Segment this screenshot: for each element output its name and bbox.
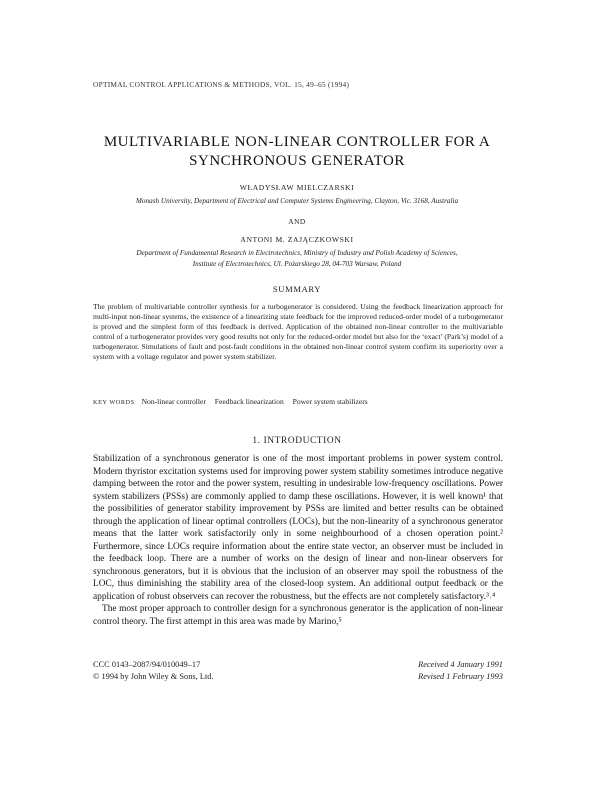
author-2-affiliation [0, 248, 594, 269]
keywords-line [93, 397, 503, 406]
abstract-text: The problem of multivariable controller synthesis for a turbogenerator is considered. Using the feedback linearization approach for multi-input non-linear systems, the existence of a linearizing state feedback for the improved reduced-order model of a turbogenerator is proved and the simplest form of this feedback is derived. Application of the obtained non-linear controller to the multivariable control of a turbogenerator provides very good results not only for the reduced-order model but also for the ‘exact’ (Park’s) model of a turbogenerator. Simulations of fault and post-fault conditions in the obtained non-linear control system confirm its superiority over a system with a voltage regulator and power system stabilizer. [93, 302, 503, 362]
author-2-affiliation-line-1: Department of Fundamental Research in Electrotechnics, Ministry of Industry and Polish Academy of Sciences, [136, 249, 458, 257]
author-2-affiliation-line-2: Institute of Electrotechnics, Ul. Pożarskiego 28, 04-703 Warsaw, Poland [192, 259, 402, 268]
keyword-item: Power system stabilizers [292, 397, 368, 406]
title-line-2: SYNCHRONOUS GENERATOR [189, 153, 405, 169]
and-separator: AND [288, 217, 306, 226]
paragraph-2: The most proper approach to controller design for a synchronous generator is the application of non-linear control theory. The first attempt in this area was made by Marino,⁵ [93, 604, 503, 627]
revised-date: Revised 1 February 1993 [418, 672, 503, 681]
running-head: OPTIMAL CONTROL APPLICATIONS & METHODS, VOL. 15, 49–65 (1994) [93, 80, 350, 89]
ccc-code: CCC 0143–2087/94/010049–17 [93, 660, 201, 669]
author-1-affiliation: Monash University, Department of Electrical and Computer Systems Engineering, Clayton, Vic. 3168, Australia [135, 197, 459, 205]
keywords-label: KEY WORDS [93, 399, 135, 406]
keyword-item: Non-linear controller [141, 397, 206, 406]
received-date: Received 4 January 1991 [418, 660, 503, 669]
summary-heading: SUMMARY [272, 284, 322, 294]
author-1-name: WŁADYSŁAW MIELCZARSKI [239, 183, 355, 192]
footer-right [330, 659, 503, 683]
section-heading-introduction: 1. INTRODUCTION [252, 436, 342, 446]
title-line-1: MULTIVARIABLE NON-LINEAR CONTROLLER FOR A [103, 134, 491, 150]
paragraph-1: Stabilization of a synchronous generator is one of the most important problems in power system control. Modern thyristor excitation systems used for improving power system stability sometimes introduce negative damping between the rotor and the power system, resulting in undesirable low-frequency oscillations. Power system stabilizers (PSSs) are commonly applied to damp these oscillations. However, it is well known¹ that the possibilities of generator stability improvement by PSSs are limited and better results can be obtained through the application of linear optimal controllers (LOCs), but the non-linearity of a synchronous generator means that the latter work satisfactorily only in some neighbourhood of a chosen operation point.² Furthermore, since LOCs require information about the entire state vector, an observer must be included in the feedback loop. There are a number of works on the design of linear and non-linear observers for synchronous generators, but it is obvious that the inclusion of an observer may spoil the robustness of the LOC, thus diminishing the stability area of the closed-loop system. An additional output feedback or the application of robust observers can recover the robustness, but the effects are not completely satisfactory.³˒⁴ [93, 454, 503, 602]
keyword-item: Feedback linearization [214, 397, 284, 406]
paper-title [0, 133, 594, 171]
introduction-body [93, 453, 503, 628]
author-2-name: ANTONI M. ZAJĄCZKOWSKI [240, 235, 354, 244]
footer-left [93, 659, 214, 683]
copyright-notice: © 1994 by John Wiley & Sons, Ltd. [93, 672, 214, 681]
